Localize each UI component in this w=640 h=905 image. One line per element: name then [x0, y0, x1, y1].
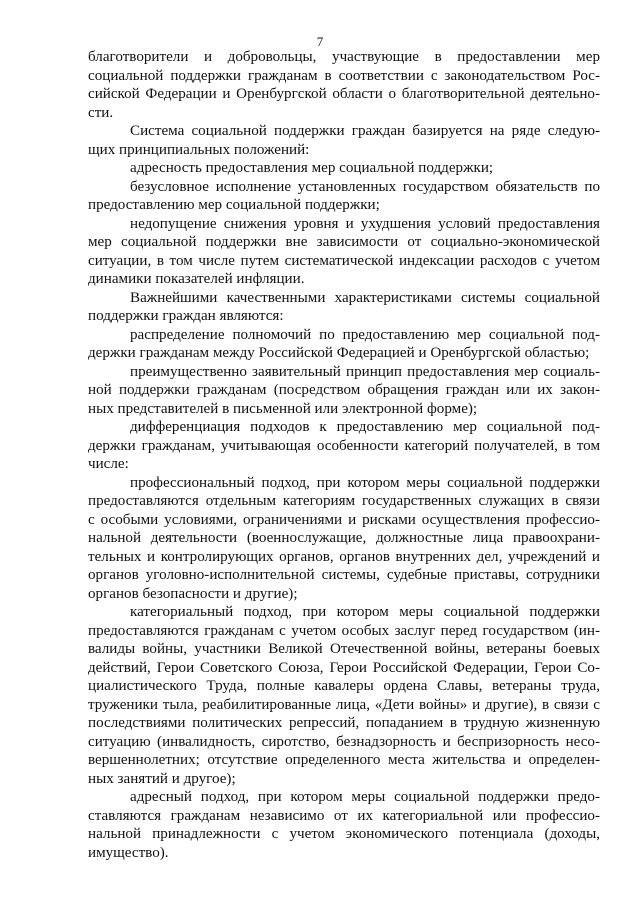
- paragraph-p11: [88, 603, 600, 788]
- text-line: безусловное исполнение установленных государством обязательств по: [130, 178, 600, 195]
- text-line: вершеннолетних; отсутствие определенного места жительства и определен-: [88, 752, 600, 768]
- text-line: последствиями политических репрессий, попаданием в трудную жизненную: [88, 715, 600, 731]
- text-line: тельных и контролирующих органов, органов внутренних дел, учреждений и: [88, 548, 600, 565]
- text-line: держки гражданам, учитывающая особенности категорий получателей, в том: [88, 437, 600, 454]
- text-line: валиды войны, участники Великой Отечественной войны, ветераны боевых: [88, 641, 600, 657]
- text-line: профессиональный подход, при котором меры социальной поддержки: [130, 474, 600, 491]
- text-line: социальной поддержки гражданам в соответствии с законодательством Рос-: [88, 67, 600, 84]
- text-line: мер социальной поддержки вне зависимости от социально-экономической: [88, 234, 600, 250]
- text-line: органов безопасности и другие);: [88, 585, 298, 602]
- paragraph-p10: [88, 474, 600, 604]
- text-line: ставляются гражданам независимо от их категориальной или профессио-: [88, 807, 600, 824]
- paragraph-p12: [88, 788, 600, 862]
- text-line: адресный подход, при котором меры социальной поддержки предо-: [130, 789, 600, 805]
- text-line: щих принципиальных положений:: [88, 141, 310, 158]
- paragraph-p9: [88, 418, 600, 474]
- text-line: дифференциация подходов к предоставлению мер социальной под-: [130, 419, 600, 435]
- paragraph-p5: [88, 215, 600, 289]
- paragraph-p7: [88, 326, 600, 363]
- text-line: нальной деятельности (военнослужащие, должностные лица правоохрани-: [88, 530, 600, 546]
- text-line: предоставляются отдельным категориям государственных служащих в связи: [88, 493, 600, 509]
- document-body: [88, 48, 600, 862]
- text-line: ситуацию (инвалидность, сиротство, безнадзорность и беспризорность несо-: [88, 733, 600, 750]
- text-line: ных занятий и другое);: [88, 770, 236, 787]
- text-line: действий, Герои Советского Союза, Герои Российской Федерации, Герои Со-: [88, 659, 600, 676]
- paragraph-p4: [88, 178, 600, 215]
- paragraph-p3: [88, 159, 600, 178]
- text-line: преимущественно заявительный принцип предоставления мер социаль-: [130, 363, 600, 380]
- paragraph-p8: [88, 363, 600, 419]
- text-line: с особыми условиями, ограничениями и рисками осуществления профессио-: [88, 511, 600, 528]
- text-line: ной поддержки гражданам (посредством обращения граждан или их закон-: [88, 382, 600, 398]
- paragraph-p2: [88, 122, 600, 159]
- text-line: имущество).: [88, 844, 169, 861]
- text-line: благотворители и добровольцы, участвующие в предоставлении мер: [88, 49, 600, 65]
- text-line: адресность предоставления мер социальной поддержки;: [130, 160, 494, 176]
- page-number: 7: [316, 34, 324, 49]
- text-line: предоставлению мер социальной поддержки;: [88, 197, 380, 213]
- text-line: труженики тыла, реабилитированные лица, «Дети войны» и другие), в связи с: [88, 696, 600, 713]
- text-line: циалистического Труда, полные кавалеры ордена Славы, ветераны труда,: [88, 678, 600, 694]
- paragraph-p6: [88, 289, 600, 326]
- text-line: предоставляются гражданам с учетом особых заслуг перед государством (ин-: [88, 622, 600, 639]
- text-line: недопущение снижения уровня и ухудшения условий предоставления: [130, 215, 600, 232]
- paragraph-p1: [88, 48, 600, 122]
- text-line: сийской Федерации и Оренбургской области о благотворительной деятельно-: [88, 86, 600, 102]
- text-line: ситуации, в том числе путем систематической индексации расходов с учетом: [88, 252, 600, 269]
- text-line: поддержки граждан являются:: [88, 308, 284, 324]
- text-line: органов уголовно-исполнительной системы, судебные приставы, сотрудники: [88, 567, 600, 583]
- text-line: числе:: [88, 456, 129, 472]
- text-line: Система социальной поддержки граждан базируется на ряде следую-: [130, 123, 600, 139]
- text-line: ных представителей в письменной или электронной форме);: [88, 400, 478, 417]
- text-line: Важнейшими качественными характеристиками системы социальной: [130, 289, 600, 306]
- text-line: распределение полномочий по предоставлению мер социальной под-: [130, 326, 600, 343]
- text-line: нальной принадлежности с учетом экономического потенциала (доходы,: [88, 826, 600, 842]
- text-line: категориальный подход, при котором меры социальной поддержки: [130, 604, 600, 620]
- text-line: сти.: [88, 104, 114, 121]
- text-line: держки гражданам между Российской Федерацией и Оренбургской областью;: [88, 345, 590, 361]
- text-line: динамики показателей инфляции.: [88, 271, 305, 287]
